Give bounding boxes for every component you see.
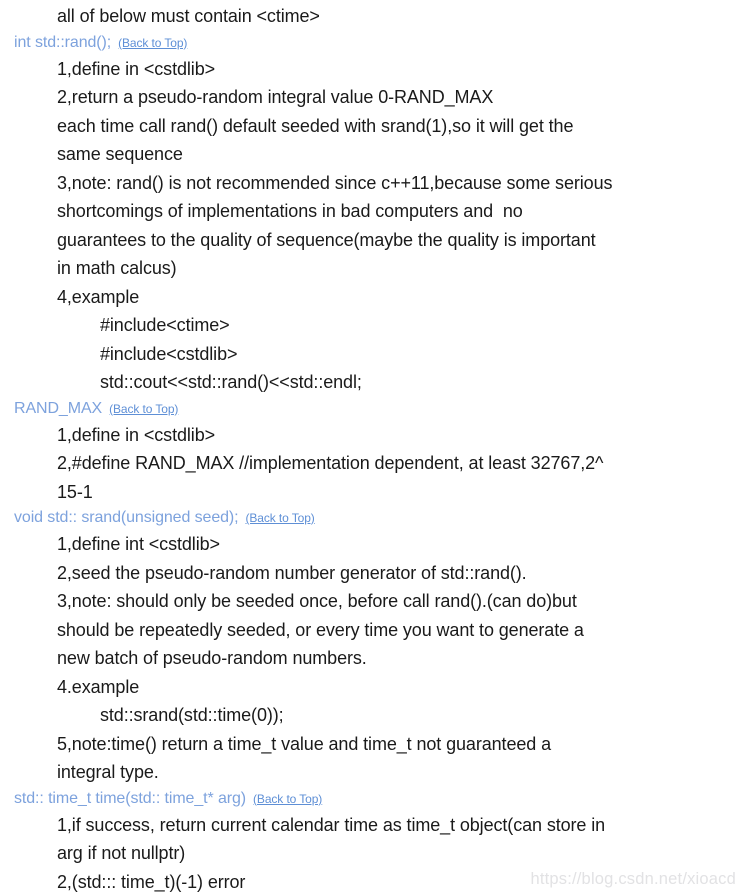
text-line: 2,#define RAND_MAX //implementation dependent, at least 32767,2^ [57,453,604,473]
text-line: 2,return a pseudo-random integral value 0-RAND_MAX [57,87,494,107]
section-heading [0,506,740,530]
text-line: 15-1 [57,481,93,502]
text-line: integral type. [57,762,159,782]
text-line: 3,note: rand() is not recommended since c++11,because some serious [57,172,613,193]
text-line: 1,if success, return current calendar time as time_t object(can store in [57,814,606,835]
back-to-top-link[interactable]: (Back to Top) [109,401,179,416]
code-line: std::cout<<std::rand()<<std::endl; [100,372,362,392]
back-to-top-link[interactable]: (Back to Top) [245,511,315,525]
text-line: 2,(std::: time_t)(-1) error [57,871,246,892]
heading-text: void std:: srand(unsigned seed); [14,509,239,526]
csdn-watermark: https://blog.csdn.net/xioacd [530,870,736,888]
text-line: new batch of pseudo-random numbers. [57,648,367,668]
text-line: 5,note:time() return a time_t value and time_t not guaranteed a [57,733,551,754]
text-line: 1,define in <cstdlib> [57,58,216,79]
text-line: 1,define int <cstdlib> [57,534,220,554]
section-heading [0,787,740,811]
heading-text: int std::rand(); [14,33,112,51]
text-line: all of below must contain <ctime> [57,6,320,26]
text-line: 2,seed the pseudo-random number generator of std::rand(). [57,562,527,583]
text-line: 4,example [57,286,140,307]
text-line: arg if not nullptr) [57,843,186,863]
heading-text: std:: time_t time(std:: time_t* arg) [14,789,247,807]
text-line: in math calcus) [57,258,177,278]
text-line: 1,define in <cstdlib> [57,424,216,445]
text-line: 3,note: should only be seeded once, before call rand().(can do)but [57,591,577,611]
code-line: #include<cstdlib> [100,343,238,364]
text-line: each time call rand() default seeded with srand(1),so it will get the [57,115,574,136]
code-line: #include<ctime> [100,315,230,335]
text-line: guarantees to the quality of sequence(maybe the quality is important [57,229,596,250]
text-line: shortcomings of implementations in bad computers and no [57,201,523,221]
section-heading [0,31,740,55]
section-heading [0,397,740,421]
back-to-top-link[interactable]: (Back to Top) [253,791,323,806]
back-to-top-link[interactable]: (Back to Top) [118,35,188,50]
code-line: std::srand(std::time(0)); [100,705,284,725]
text-line: 4.example [57,676,140,697]
text-line: same sequence [57,144,183,164]
text-line: should be repeatedly seeded, or every time you want to generate a [57,619,584,640]
heading-text: RAND_MAX [14,399,103,417]
